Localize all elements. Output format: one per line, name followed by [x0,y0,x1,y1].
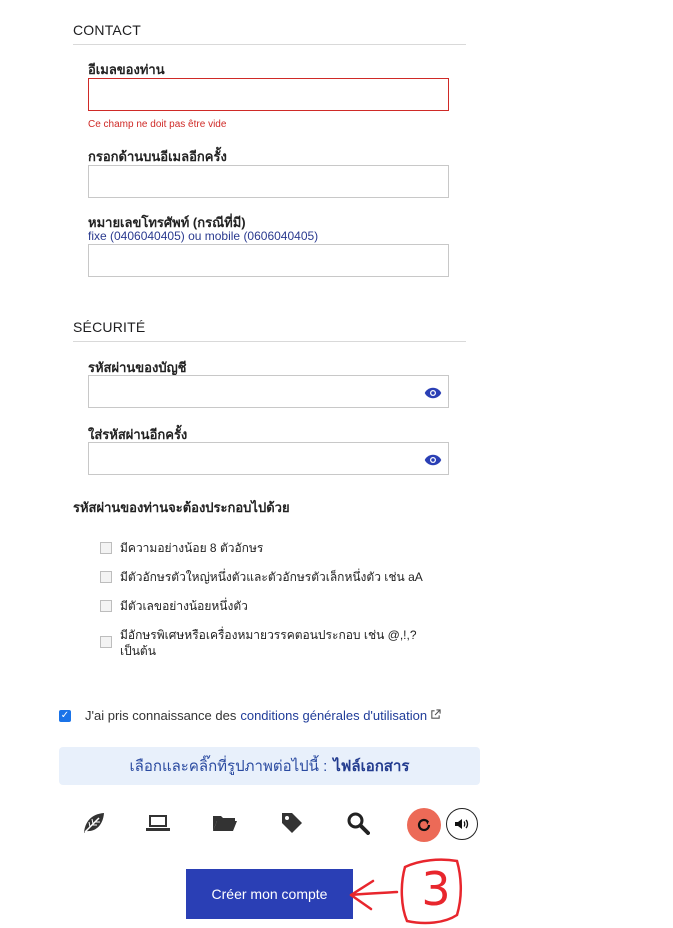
email-confirm-label: กรอกด้านบนอีเมลอีกครั้ง [88,149,227,164]
search-icon[interactable] [343,808,373,838]
requirement-checkbox [100,636,112,648]
email-field[interactable] [88,78,449,111]
requirement-case: มีตัวอักษรตัวใหญ่หนึ่งตัวและตัวอักษรตัวเล็กหนึ่งตัว เช่น aA [100,569,430,585]
password-label: รหัสผ่านของบัญชี [88,360,187,375]
requirement-special: มีอักษรพิเศษหรือเครื่องหมายวรรคตอนประกอบ เช่น @,!,? เป็นต้น [100,627,430,659]
requirement-checkbox [100,571,112,583]
terms-link[interactable]: conditions générales d'utilisation [240,708,428,723]
terms-row [59,708,441,723]
captcha-refresh-button[interactable] [407,808,441,842]
annotation-number: 3 [421,862,451,916]
captcha-instruction: เลือกและคลิ๊กที่รูปภาพต่อไปนี้ : ไฟล์เอกสาร [59,747,480,785]
email-label: อีเมลของท่าน [88,62,165,77]
create-account-button[interactable]: Créer mon compte [186,869,353,919]
external-link-icon [430,708,441,723]
password-confirm-label: ใส่รหัสผ่านอีกครั้ง [88,427,188,442]
refresh-icon [416,817,432,833]
password-confirm-field[interactable] [88,442,449,475]
email-error-message: Ce champ ne doit pas être vide [88,119,227,130]
phone-label: หมายเลขโทรศัพท์ (กรณีที่มี) [88,215,246,230]
requirement-length: มีความอย่างน้อย 8 ตัวอักษร [100,540,430,556]
tag-icon[interactable] [277,808,307,838]
terms-prefix: J'ai pris connaissance des [85,708,237,723]
captcha-audio-button[interactable] [446,808,478,840]
phone-field[interactable] [88,244,449,277]
folder-icon[interactable] [210,808,240,838]
requirement-digit: มีตัวเลขอย่างน้อยหนึ่งตัว [100,598,430,614]
captcha-target: ไฟล์เอกสาร [333,758,410,775]
requirement-checkbox [100,542,112,554]
password-requirements-title: รหัสผ่านของท่านจะต้องประกอบไปด้วย [73,500,290,515]
show-password-icon[interactable] [424,386,442,404]
security-section-title: SÉCURITÉ [73,319,466,342]
terms-checkbox[interactable]: ✓ [60,709,70,721]
email-confirm-field[interactable] [88,165,449,198]
speaker-icon [454,817,470,831]
leaf-icon[interactable] [79,808,109,838]
requirement-checkbox [100,600,112,612]
phone-hint: fixe (0406040405) ou mobile (0606040405) [88,229,319,243]
show-password-confirm-icon[interactable] [424,453,442,471]
password-field[interactable] [88,375,449,408]
contact-section-title: CONTACT [73,22,466,45]
laptop-icon[interactable] [143,808,173,838]
